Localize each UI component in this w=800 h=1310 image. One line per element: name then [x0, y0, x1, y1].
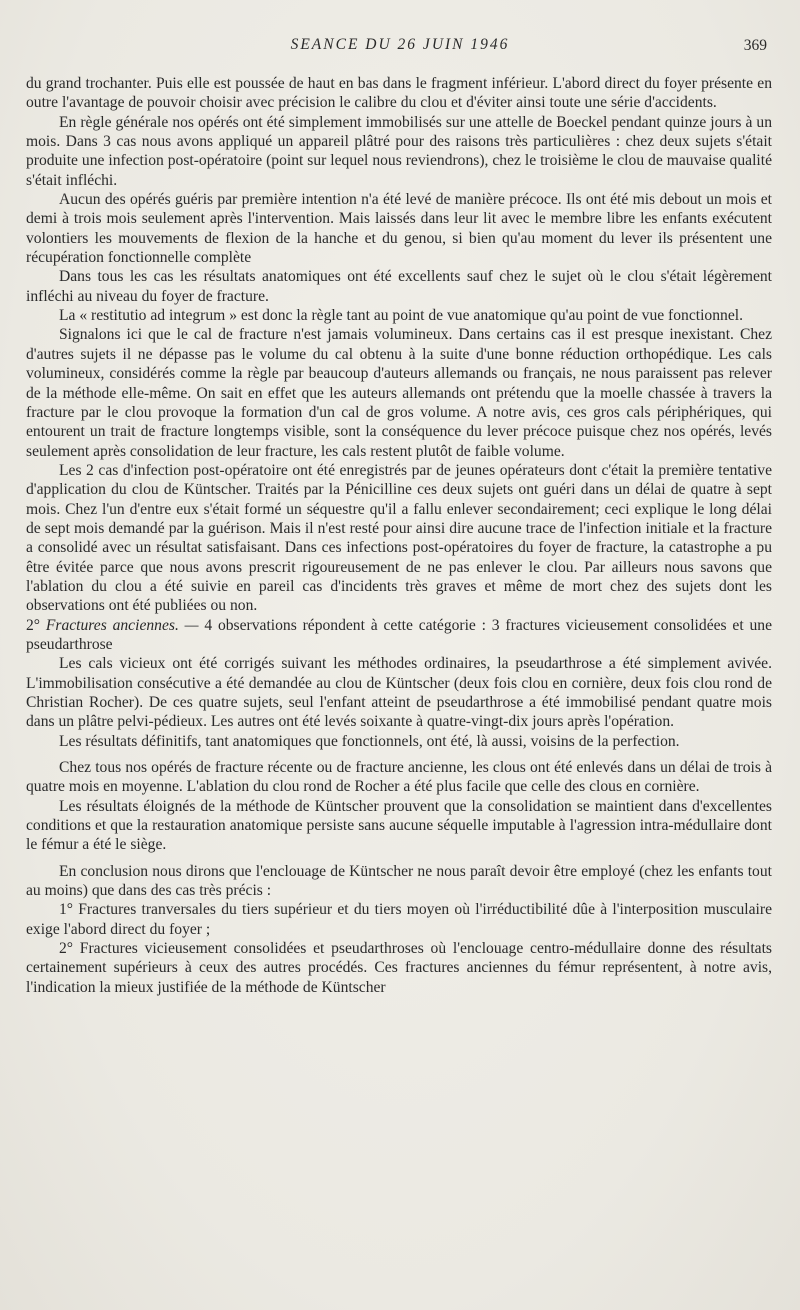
section-heading: Fractures anciennes. — [45, 616, 199, 634]
paragraph: Chez tous nos opérés de fracture récente ou de fracture ancienne, les clous ont été enlevés dans un délai de trois à quatre mois en moyenne. L'ablation du clou rond de Rocher a été plus facile que celle des clous en cornière. [26, 759, 772, 796]
section-number: 2° [26, 616, 41, 634]
paragraph: Dans tous les cas les résultats anatomiques ont été excellents sauf chez le sujet où le clou s'était légèrement infléchi au niveau du foyer de fracture. [26, 268, 772, 305]
running-title: SEANCE DU 26 JUIN 1946 [290, 36, 510, 53]
page-header [0, 36, 800, 60]
paragraph: Signalons ici que le cal de fracture n'est jamais volumineux. Dans certains cas il est presque inexistant. Chez d'autres sujets il ne dépasse pas le volume du cal obtenu à la suite d'une bonne réduction orthopédique. Les cals volumineux, considérés comme la règle par beaucoup d'auteurs allemands ou français, ne nous paraissent pas relever de la méthode elle-même. On sait en effet que les auteurs allemands ont prétendu que la moelle chassée à travers la fracture par le clou provoque la formation d'un cal de gros volume. A notre avis, ces gros cals périphériques, qui entourent un trait de fracture longtemps visible, sont la conséquence du lever précoce puisque chez nos opérés, levés seulement après consolidation de leur fracture, les cals restent plutôt de faible volume. [26, 326, 772, 460]
paragraph: Les cals vicieux ont été corrigés suivant les méthodes ordinaires, la pseudarthrose a été simplement avivée. L'immobilisation consécutive a été demandée au clou de Küntscher (deux fois clou en cornière, deux fois clou rond de Christian Rocher). De ces quatre sujets, seul l'enfant atteint de pseudarthrose a été immobilisé pendant quatre mois dans un plâtre pelvi-pédieux. Les autres ont été levés soixante à quatre-vingt-dix jours après l'opération. [26, 655, 772, 731]
paragraph: Les résultats éloignés de la méthode de Küntscher prouvent que la consolidation se maintient dans d'excellentes conditions et que la restauration anatomique persiste sans aucune séquelle imputable à l'agression intra-médullaire dont le fémur a été le siège. [26, 797, 772, 854]
paragraph: Aucun des opérés guéris par première intention n'a été levé de manière précoce. Ils ont été mis debout un mois et demi à trois mois seulement après l'intervention. Mais laissés dans leur lit avec le membre libre les enfants exécutent volontiers les mouvements de flexion de la hanche et du genou, si bien qu'au moment du lever ils présentent une récupération fonctionnelle complète [26, 191, 772, 267]
paragraph: En règle générale nos opérés ont été simplement immobilisés sur une attelle de Boeckel pendant quinze jours à un mois. Dans 3 cas nous avons appliqué un appareil plâtré pour des raisons très particulières : chez deux sujets s'était produite une infection post-opératoire (point sur lequel nous reviendrons), chez le troisième le clou de mauvaise qualité s'était infléchi. [26, 113, 772, 189]
page-number: 369 [743, 37, 767, 54]
paragraph: La « restitutio ad integrum » est donc la règle tant au point de vue anatomique qu'au point de vue fonctionnel. [59, 307, 743, 325]
paragraph: Les résultats définitifs, tant anatomiques que fonctionnels, ont été, là aussi, voisins de la perfection. [59, 732, 680, 750]
section-paragraph [26, 616, 772, 655]
section-intro: 4 observations répondent à cette catégorie : 3 fractures vicieusement consolidées et une pseudarthrose [26, 616, 772, 653]
body-text [26, 74, 772, 997]
paragraph: 2° Fractures vicieusement consolidées et pseudarthroses où l'enclouage centro-médullaire donne des résultats certainement supérieurs à ceux des autres procédés. Ces fractures anciennes du fémur représentent, à notre avis, l'indication la mieux justifiée de la méthode de Küntscher [26, 940, 772, 996]
paragraph: En conclusion nous dirons que l'enclouage de Küntscher ne nous paraît devoir être employé (chez les enfants tout au moins) que dans des cas très précis : [26, 862, 772, 900]
paragraph: du grand trochanter. Puis elle est poussée de haut en bas dans le fragment inférieur. L'abord direct du foyer présente en outre l'avantage de pouvoir choisir avec précision le calibre du clou et d'éviter ainsi toute une série d'accidents. [26, 75, 772, 112]
paragraph: 1° Fractures tranversales du tiers supérieur et du tiers moyen où l'irréductibilité dûe à l'interposition musculaire exige l'abord direct du foyer ; [26, 901, 772, 938]
paragraph: Les 2 cas d'infection post-opératoire ont été enregistrés par de jeunes opérateurs dont c'était la première tentative d'application du clou de Küntscher. Traités par la Pénicilline ces deux sujets ont guéri dans un délai de quatre à sept mois. Chez l'un d'entre eux s'était formé un séquestre qu'il a fallu enlever secondairement; ceci explique le long délai de sept mois demandé par la guérison. Mais il n'est resté pour ainsi dire aucune trace de l'infection initiale et la fracture a consolidé avec un résultat satisfaisant. Dans ces infections post-opératoires du foyer de fracture, la catastrophe a pu être évitée parce que nous avons prescrit rigoureusement de ne pas enlever le clou. Par ailleurs nous savons que l'ablation du clou a été suivie en pareil cas d'incidents très graves et même de mort chez des sujets dont les observations ont été publiées ou non. [26, 461, 772, 615]
